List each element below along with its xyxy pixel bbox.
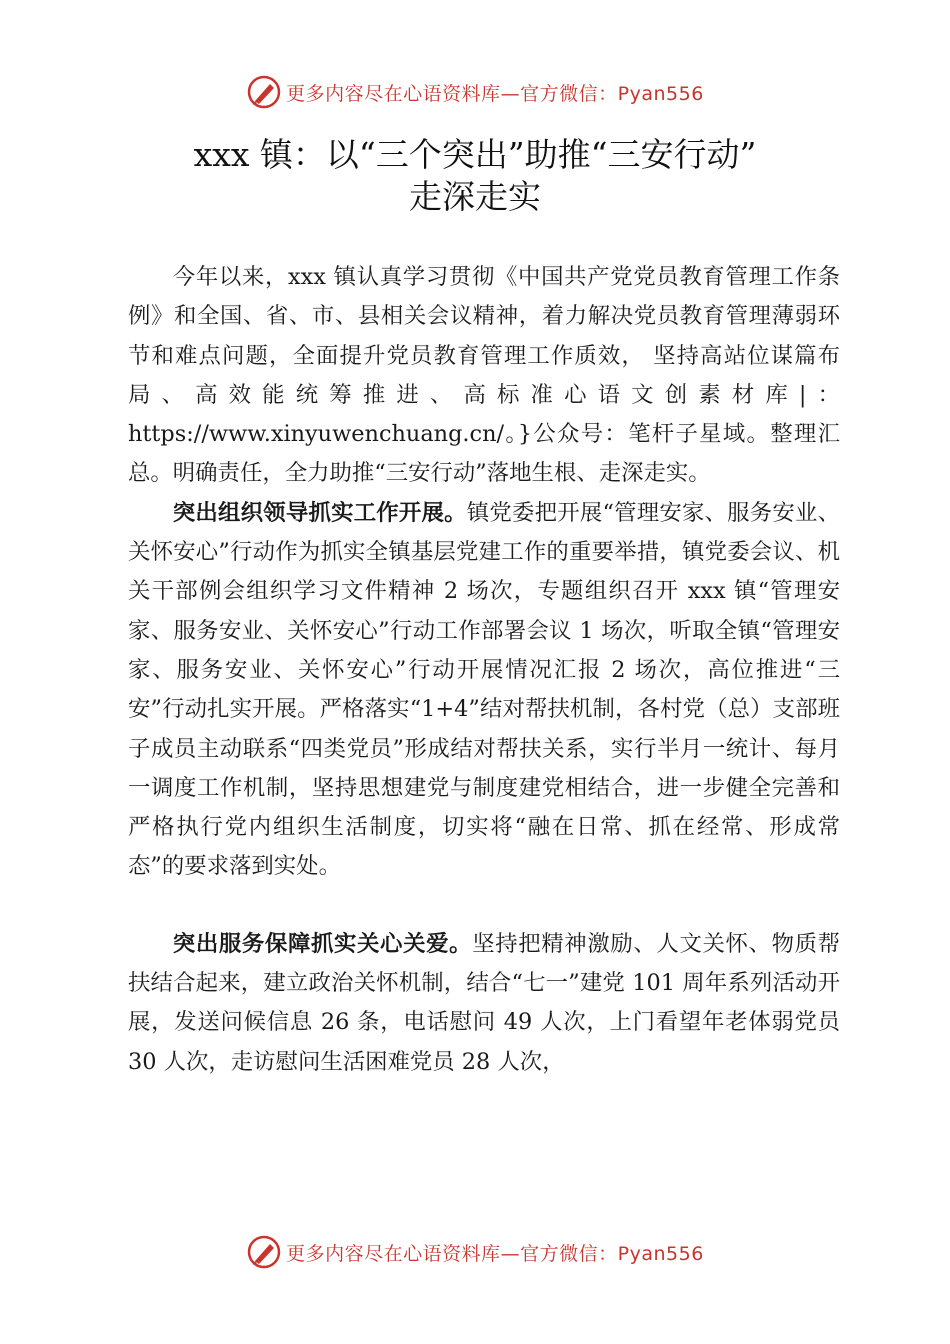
paragraph-text: 坚持把精神激励、人文关怀、物质帮扶结合起来，建立政治关怀机制，结合“七一”建党 101 周年系列活动开展，发送问候信息 26 条，电话慰问 49 人次，上门看望年老体弱党员 30 人次，走访慰问生活困难党员 28 人次， [128,930,841,1075]
pen-logo-icon [246,1234,282,1270]
pen-logo-icon [246,74,282,110]
title-line-2: 走深走实 [409,177,541,216]
paragraph-lead: 突出组织领导抓实工作开展。 [172,499,467,526]
paragraph-service [128,925,840,1082]
document-body [128,258,840,1082]
paragraph-text: 今年以来，xxx 镇认真学习贯彻《中国共产党党员教育管理工作条例》和全国、省、市、县相关会议精神，着力解决党员教育管理薄弱环节和难点问题，全面提升党员教育管理工作质效， 坚持高站位谋篇布局、高效能统筹推进、高标准心语文创素材库|：https://www.xinyuwenchuang.cn/。}公众号：笔杆子星域。整理汇总。明确责任，全力助推“三安行动”落地生根、走深走实。 [128,264,840,487]
watermark-header [0,72,950,112]
paragraph-text: 镇党委把开展“管理安家、服务安业、关怀安心”行动作为抓实全镇基层党建工作的重要举措，镇党委会议、机关干部例会组织学习文件精神 2 场次，专题组织召开 xxx 镇“管理安家、服务安业、关怀安心”行动工作部署会议 1 场次，听取全镇“管理安家、服务安业、关怀安心”行动开展情况汇报 2 场次，高位推进“三安”行动扎实开展。严格落实“1+4”结对帮扶机制，各村党（总）支部班子成员主动联系“四类党员”形成结对帮扶关系，实行半月一统计、每月一调度工作机制，坚持思想建党与制度建党相结合，进一步健全完善和严格执行党内组织生活制度，切实将“融在日常、抓在经常、形成常态”的要求落到实处。 [128,499,841,880]
paragraph-organization [128,494,840,887]
document-title [0,134,950,218]
watermark-text: 更多内容尽在心语资料库—官方微信：Pyan556 [286,1242,704,1265]
paragraph-lead: 突出服务保障抓实关心关爱。 [172,930,473,957]
paragraph-intro [128,258,840,494]
watermark-footer [0,1232,950,1272]
title-line-1: xxx 镇：以“三个突出”助推“三安行动” [193,135,757,174]
watermark-text: 更多内容尽在心语资料库—官方微信：Pyan556 [286,82,704,105]
